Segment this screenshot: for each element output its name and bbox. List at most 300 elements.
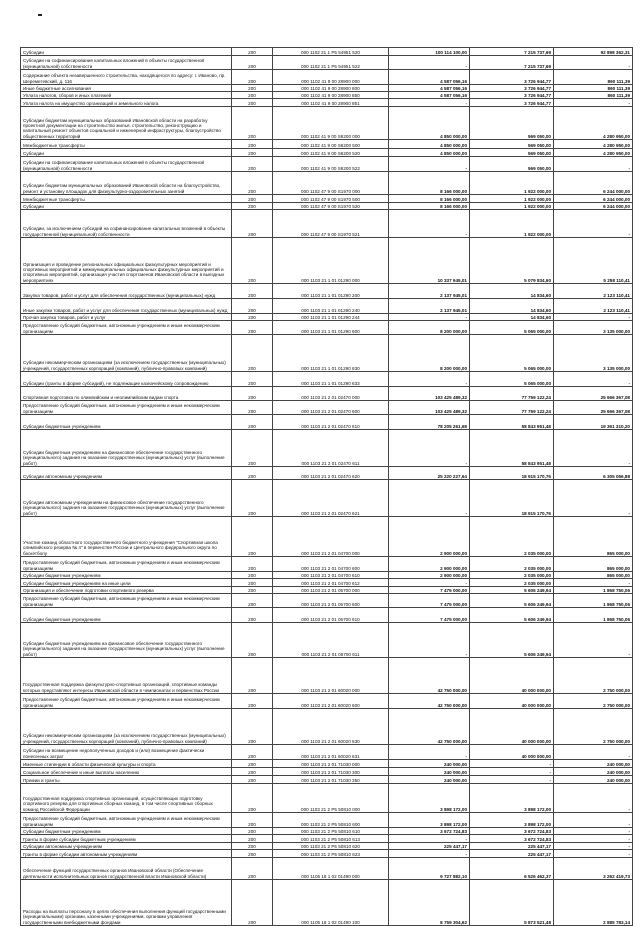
row-approved: 4 587 056,16: [389, 85, 470, 92]
row-code: 200: [232, 694, 273, 709]
row-name: Субсидии бюджетным учреждениям: [21, 828, 232, 835]
row-unexecuted: 240 000,00: [554, 776, 633, 784]
row-code: 200: [232, 99, 273, 107]
row-unexecuted: 2 750 000,00: [554, 658, 633, 694]
row-kbk: 000 1105 18 1 02 01490 100: [273, 880, 389, 926]
row-name: Субсидии автономным учреждениям на финансовое обеспечение государственного (муниципального) задания на оказание государственных (муниципальных) услуг (выполнение работ): [21, 480, 232, 517]
row-code: 200: [232, 372, 273, 387]
row-approved: 7 475 000,00: [389, 587, 470, 594]
row-unexecuted: 6 244 000,00: [554, 195, 633, 203]
row-approved: 3 898 172,00: [389, 813, 470, 828]
table-row: [21, 587, 633, 594]
table-row: [21, 140, 633, 149]
row-approved: 42 750 000,00: [389, 658, 470, 694]
row-kbk: 000 1102 41 9 00 S6200 500: [273, 140, 389, 149]
row-executed: 58 843 951,48: [470, 430, 554, 467]
row-kbk: 000 1103 21 2 P5 50810 623: [273, 850, 389, 858]
row-unexecuted: 1 868 750,06: [554, 608, 633, 623]
row-approved: 3 898 172,00: [389, 784, 470, 813]
row-name: Организация и проведение региональных официальных физкультурных мероприятий и спортивных мероприятий и межмуниципальных официальных физкультурных мероприятий и спортивных мероприятий, организация участия спортсменов Ивановской области в выездных мероприятиях: [21, 238, 232, 284]
row-name: Гранты в форме субсидии автономным учреждениям: [21, 850, 232, 858]
row-approved: 4 587 056,16: [389, 92, 470, 99]
row-code: 200: [232, 85, 273, 92]
row-unexecuted: 25 666 367,08: [554, 387, 633, 401]
row-code: 200: [232, 415, 273, 430]
row-code: 200: [232, 658, 273, 694]
row-kbk: 000 1103 21 1 01 01290 630: [273, 335, 389, 372]
table-row: [21, 107, 633, 140]
row-approved: 9 727 882,10: [389, 858, 470, 880]
row-code: 200: [232, 387, 273, 401]
row-code: 200: [232, 572, 273, 579]
table-row: [21, 850, 633, 858]
row-executed: 569 050,00: [470, 157, 554, 172]
table-row: [21, 880, 633, 926]
row-kbk: 000 1103 21 2 01 04700 000: [273, 517, 389, 557]
row-name: Субсидии на возмещение недополученных доходов и (или) возмещение фактически понесенных затрат: [21, 745, 232, 760]
row-name: Государственная поддержка физкультурно-спортивных организаций, спортивные команды которых представляют интересы Ивановской области в чемпионатах и первенствах России: [21, 658, 232, 694]
table-row: [21, 572, 633, 579]
row-kbk: 000 1102 21 1 P5 54951 522: [273, 56, 389, 70]
row-kbk: 000 1103 21 2 P5 50810 613: [273, 835, 389, 843]
row-unexecuted: -: [554, 784, 633, 813]
table-row: [21, 828, 633, 835]
row-kbk: 000 1102 41 9 00 28900 850: [273, 92, 389, 99]
row-kbk: 000 1103 21 2 P5 50810 620: [273, 843, 389, 850]
row-unexecuted: 92 898 362,31: [554, 48, 633, 56]
row-kbk: 000 1103 21 1 01 01290 600: [273, 321, 389, 335]
row-kbk: 000 1103 21 2 01 05700 611: [273, 623, 389, 658]
row-executed: 569 050,00: [470, 149, 554, 157]
row-unexecuted: -: [554, 480, 633, 517]
row-approved: 8 166 000,00: [389, 195, 470, 203]
row-unexecuted: -: [554, 157, 633, 172]
row-kbk: 000 1103 21 1 01 01290 240: [273, 299, 389, 314]
row-kbk: 000 1102 41 9 00 S6200 522: [273, 157, 389, 172]
row-name: Предоставление субсидий бюджетным, автономным учреждениям и иным некоммерческим организациям: [21, 594, 232, 608]
row-approved: 4 850 000,00: [389, 149, 470, 157]
row-code: 200: [232, 467, 273, 480]
row-unexecuted: 6 305 056,88: [554, 467, 633, 480]
row-code: 200: [232, 172, 273, 195]
row-name: Межбюджетные трансферты: [21, 140, 232, 149]
table-row: [21, 210, 633, 238]
row-code: 200: [232, 587, 273, 594]
table-row: [21, 56, 633, 70]
row-kbk: 000 1103 21 1 01 01290 200: [273, 284, 389, 299]
row-kbk: 000 1103 21 2 01 05700 000: [273, 587, 389, 594]
row-code: 200: [232, 835, 273, 843]
row-unexecuted: -: [554, 56, 633, 70]
row-code: 200: [232, 768, 273, 776]
row-name: Межбюджетные трансферты: [21, 195, 232, 203]
row-unexecuted: -: [554, 430, 633, 467]
row-approved: 8 166 000,00: [389, 172, 470, 195]
row-approved: -: [389, 314, 470, 321]
row-approved: 4 587 056,16: [389, 70, 470, 85]
row-executed: 2 035 000,00: [470, 557, 554, 572]
row-approved: 8 759 304,62: [389, 880, 470, 926]
table-row: [21, 745, 633, 760]
row-approved: 42 750 000,00: [389, 694, 470, 709]
row-code: 200: [232, 850, 273, 858]
row-unexecuted: -: [554, 579, 633, 587]
row-code: 200: [232, 813, 273, 828]
row-code: 200: [232, 203, 273, 210]
row-executed: 225 447,17: [470, 843, 554, 850]
row-approved: -: [389, 430, 470, 467]
row-kbk: 000 1102 21 1 P5 54951 520: [273, 48, 389, 56]
row-executed: -: [470, 776, 554, 784]
row-executed: 3 726 944,77: [470, 92, 554, 99]
row-unexecuted: 865 000,00: [554, 557, 633, 572]
row-name: Субсидии на софинансирование капитальных вложений в объекты государственной (муниципальной) собственности: [21, 157, 232, 172]
row-unexecuted: 6 244 000,00: [554, 172, 633, 195]
table-row: [21, 843, 633, 850]
row-unexecuted: 865 000,00: [554, 517, 633, 557]
row-executed: 5 065 000,00: [470, 372, 554, 387]
row-approved: -: [389, 210, 470, 238]
row-approved: -: [389, 56, 470, 70]
row-executed: 77 759 122,24: [470, 387, 554, 401]
row-executed: 1 922 000,00: [470, 195, 554, 203]
row-kbk: 000 1103 21 2 01 60020 600: [273, 694, 389, 709]
table-row: [21, 401, 633, 415]
row-kbk: 000 1103 21 2 01 02470 600: [273, 401, 389, 415]
row-executed: 225 447,17: [470, 850, 554, 858]
table-row: [21, 335, 633, 372]
row-approved: 240 000,00: [389, 776, 470, 784]
table-row: [21, 557, 633, 572]
row-approved: 7 475 000,00: [389, 594, 470, 608]
row-code: 200: [232, 623, 273, 658]
table-row: [21, 784, 633, 813]
row-unexecuted: -: [554, 850, 633, 858]
row-executed: -: [470, 760, 554, 768]
row-approved: 2 900 000,00: [389, 517, 470, 557]
row-approved: 8 166 000,00: [389, 203, 470, 210]
row-approved: 103 425 489,32: [389, 387, 470, 401]
table-row: [21, 387, 633, 401]
table-row: [21, 776, 633, 784]
table-row: [21, 99, 633, 107]
row-code: 200: [232, 284, 273, 299]
row-unexecuted: -: [554, 372, 633, 387]
row-approved: 225 447,17: [389, 843, 470, 850]
row-executed: 7 215 737,69: [470, 48, 554, 56]
table-row: [21, 709, 633, 745]
table-row: [21, 203, 633, 210]
row-approved: 2 137 945,01: [389, 299, 470, 314]
row-approved: -: [389, 372, 470, 387]
row-name: Иные бюджетные ассигнования: [21, 85, 232, 92]
row-executed: 2 035 000,00: [470, 579, 554, 587]
row-approved: -: [389, 745, 470, 760]
row-unexecuted: 240 000,00: [554, 768, 633, 776]
row-name: Иные закупки товаров, работ и услуг для обеспечения государственных (муниципальных) нужд: [21, 299, 232, 314]
row-name: Премии и гранты: [21, 776, 232, 784]
row-code: 200: [232, 157, 273, 172]
row-approved: 10 337 945,01: [389, 238, 470, 284]
row-approved: 8 200 000,00: [389, 335, 470, 372]
row-executed: 5 065 000,00: [470, 335, 554, 372]
row-name: Обеспечение функций государственных органов Ивановской области (Обеспечение деятельности исполнительных органов государственной власти Ивановской области): [21, 858, 232, 880]
row-unexecuted: 2 123 110,41: [554, 284, 633, 299]
row-name: Спортивная подготовка по олимпийским и неолимпийским видам спорта: [21, 387, 232, 401]
table-row: [21, 694, 633, 709]
row-name: Предоставление субсидий бюджетным, автономным учреждениям и иным некоммерческим организациям: [21, 813, 232, 828]
scan-mark: [38, 14, 42, 16]
row-kbk: 000 1105 18 1 02 01490 000: [273, 858, 389, 880]
row-kbk: 000 1103 21 2 01 02470 621: [273, 480, 389, 517]
row-code: 200: [232, 858, 273, 880]
row-code: 200: [232, 480, 273, 517]
row-approved: -: [389, 579, 470, 587]
table-row: [21, 70, 633, 85]
table-row: [21, 430, 633, 467]
row-unexecuted: 1 868 750,06: [554, 587, 633, 594]
row-executed: 1 922 000,00: [470, 203, 554, 210]
row-name: Субсидии некоммерческим организациям (за исключением государственных (муниципальных) учреждений, государственных корпораций (компаний), публично-правовых компаний): [21, 335, 232, 372]
row-approved: 100 114 100,00: [389, 48, 470, 56]
row-name: Субсидии (гранты в форме субсидий), не подлежащие казначейскому сопровождению: [21, 372, 232, 387]
table-row: [21, 623, 633, 658]
row-code: 200: [232, 70, 273, 85]
row-unexecuted: 240 000,00: [554, 760, 633, 768]
row-kbk: 000 1103 21 2 P5 50810 610: [273, 828, 389, 835]
row-kbk: 000 1103 21 2 01 71030 000: [273, 760, 389, 768]
row-unexecuted: 4 280 950,00: [554, 107, 633, 140]
row-executed: 3 672 724,83: [470, 828, 554, 835]
row-approved: 42 750 000,00: [389, 709, 470, 745]
table-row: [21, 85, 633, 92]
table-row: [21, 299, 633, 314]
row-name: Субсидии бюджетным учреждениям: [21, 415, 232, 430]
row-code: 200: [232, 594, 273, 608]
row-code: 200: [232, 843, 273, 850]
row-name: Организация и обеспечение подготовки спортивного резерва: [21, 587, 232, 594]
row-unexecuted: 860 111,39: [554, 85, 633, 92]
row-unexecuted: 860 111,39: [554, 92, 633, 99]
row-unexecuted: 3 135 000,00: [554, 335, 633, 372]
row-name: Прочая закупка товаров, работ и услуг: [21, 314, 232, 321]
table-row: [21, 858, 633, 880]
row-kbk: 000 1103 21 2 01 60020 631: [273, 745, 389, 760]
row-code: 200: [232, 745, 273, 760]
row-kbk: 000 1103 21 2 01 02470 610: [273, 415, 389, 430]
row-approved: -: [389, 99, 470, 107]
row-name: Субсидии: [21, 48, 232, 56]
row-code: 200: [232, 776, 273, 784]
row-unexecuted: 2 885 783,14: [554, 880, 633, 926]
row-kbk: 000 1103 21 2 01 71030 350: [273, 776, 389, 784]
row-name: Субсидии некоммерческим организациям (за исключением государственных (муниципальных) учреждений, государственных корпораций (компаний), публично-правовых компаний): [21, 709, 232, 745]
row-name: Социальное обеспечение и иные выплаты населению: [21, 768, 232, 776]
row-unexecuted: -: [554, 828, 633, 835]
row-executed: 1 922 000,00: [470, 172, 554, 195]
row-code: 200: [232, 760, 273, 768]
row-name: Содержание объекта незавершенного строительства, находящегося по адресу: г. Иваново, пр. Шереметевский, д. 116: [21, 70, 232, 85]
row-approved: 2 900 000,00: [389, 557, 470, 572]
row-approved: 103 425 489,32: [389, 401, 470, 415]
row-name: Именные стипендии в области физической культуры и спорта: [21, 760, 232, 768]
row-approved: 3 672 724,83: [389, 828, 470, 835]
row-kbk: 000 1103 21 2 01 02470 620: [273, 467, 389, 480]
row-name: Предоставление субсидий бюджетным, автономным учреждениям и иным некоммерческим организациям: [21, 694, 232, 709]
row-unexecuted: 860 111,39: [554, 70, 633, 85]
row-unexecuted: 6 244 000,00: [554, 203, 633, 210]
row-approved: 8 200 000,00: [389, 321, 470, 335]
table-row: [21, 195, 633, 203]
row-executed: -: [470, 768, 554, 776]
row-unexecuted: 2 750 000,00: [554, 694, 633, 709]
row-executed: 5 873 521,48: [470, 880, 554, 926]
row-executed: 3 898 172,00: [470, 813, 554, 828]
row-code: 200: [232, 608, 273, 623]
row-unexecuted: 2 123 110,41: [554, 299, 633, 314]
row-executed: 40 000 000,00: [470, 658, 554, 694]
row-executed: 569 050,00: [470, 140, 554, 149]
row-unexecuted: -: [554, 314, 633, 321]
row-kbk: 000 1102 41 9 00 28900 851: [273, 99, 389, 107]
row-kbk: 000 1102 41 9 00 28900 800: [273, 85, 389, 92]
table-body: [21, 48, 633, 926]
row-executed: 3 726 944,77: [470, 99, 554, 107]
table-row: [21, 467, 633, 480]
row-executed: 18 915 170,76: [470, 480, 554, 517]
table-row: [21, 314, 633, 321]
table-row: [21, 480, 633, 517]
row-executed: 5 606 249,94: [470, 608, 554, 623]
table-row: [21, 48, 633, 56]
row-approved: 7 475 000,00: [389, 608, 470, 623]
row-name: Государственная поддержка спортивных организаций, осуществляющих подготовку спортивного резерва для спортивных сборных команд, в том числе спортивных сборных команд Российской Федерации: [21, 784, 232, 813]
row-kbk: 000 1103 21 1 01 01290 244: [273, 314, 389, 321]
row-executed: 58 843 951,48: [470, 415, 554, 430]
row-approved: -: [389, 623, 470, 658]
row-name: Предоставление субсидий бюджетным, автономным учреждениям и иным некоммерческим организациям: [21, 321, 232, 335]
row-approved: 4 850 000,00: [389, 140, 470, 149]
row-name: Субсидии бюджетным учреждениям на финансовое обеспечение государственного (муниципального) задания на оказание государственных (муниципальных) услуг (выполнение работ): [21, 430, 232, 467]
row-executed: 5 079 834,60: [470, 238, 554, 284]
row-code: 200: [232, 107, 273, 140]
row-kbk: 000 1103 21 1 01 01290 633: [273, 372, 389, 387]
row-executed: 14 834,60: [470, 284, 554, 299]
row-name: Субсидии бюджетным учреждениям на иные цели: [21, 579, 232, 587]
row-name: Закупка товаров, работ и услуг для обеспечения государственных (муниципальных) нужд: [21, 284, 232, 299]
row-code: 200: [232, 579, 273, 587]
row-code: 200: [232, 321, 273, 335]
row-approved: 78 205 261,68: [389, 415, 470, 430]
table-row: [21, 149, 633, 157]
row-name: Субсидии, за исключением субсидий на софинансирование капитальных вложений в объекты государственной (муниципальной) собственности: [21, 210, 232, 238]
table-row: [21, 157, 633, 172]
row-kbk: 000 1103 21 2 01 71030 300: [273, 768, 389, 776]
row-approved: 2 137 945,01: [389, 284, 470, 299]
row-name: Предоставление субсидий бюджетным, автономным учреждениям и иным некоммерческим организациям: [21, 557, 232, 572]
row-kbk: 000 1103 21 2 01 02470 611: [273, 430, 389, 467]
row-name: Субсидии бюджетам муниципальных образований Ивановской области на благоустройство, ремонт и установку площадок для физкультурно-оздоровительных занятий: [21, 172, 232, 195]
row-name: Участие команд областного государственного бюджетного учреждения "Спортивная школа олимпийского резерва № 4" в первенстве России и Центрального федерального округа по баскетболу: [21, 517, 232, 557]
row-unexecuted: -: [554, 745, 633, 760]
row-code: 200: [232, 430, 273, 467]
row-code: 200: [232, 195, 273, 203]
row-kbk: 000 1103 21 2 P5 50810 600: [273, 813, 389, 828]
row-executed: 7 215 737,69: [470, 56, 554, 70]
row-kbk: 000 1103 21 2 01 02470 000: [273, 387, 389, 401]
row-name: Субсидии на софинансирование капитальных вложений в объекты государственной (муниципальной) собственности: [21, 56, 232, 70]
table-row: [21, 517, 633, 557]
row-name: Субсидии автономным учреждениям: [21, 467, 232, 480]
table-row: [21, 579, 633, 587]
row-unexecuted: 5 258 110,41: [554, 238, 633, 284]
row-executed: 40 000 000,00: [470, 694, 554, 709]
table-row: [21, 92, 633, 99]
table-row: [21, 172, 633, 195]
row-unexecuted: 19 361 310,20: [554, 415, 633, 430]
row-code: 200: [232, 149, 273, 157]
row-unexecuted: -: [554, 835, 633, 843]
table-row: [21, 608, 633, 623]
table-row: [21, 835, 633, 843]
row-kbk: 000 1103 21 2 01 60020 630: [273, 709, 389, 745]
table-row: [21, 415, 633, 430]
row-executed: 2 035 000,00: [470, 572, 554, 579]
row-kbk: 000 1103 21 2 01 04700 600: [273, 557, 389, 572]
row-kbk: 000 1103 21 2 01 05700 610: [273, 608, 389, 623]
table-row: [21, 760, 633, 768]
row-code: 200: [232, 335, 273, 372]
row-kbk: 000 1102 41 9 00 S6200 000: [273, 107, 389, 140]
row-executed: 1 922 000,00: [470, 210, 554, 238]
row-name: Предоставление субсидий бюджетным, автономным учреждениям и иным некоммерческим организациям: [21, 401, 232, 415]
row-code: 200: [232, 210, 273, 238]
row-unexecuted: -: [554, 813, 633, 828]
row-executed: 14 834,60: [470, 314, 554, 321]
row-kbk: 000 1103 21 2 01 04700 612: [273, 579, 389, 587]
table-row: [21, 813, 633, 828]
table-row: [21, 238, 633, 284]
row-unexecuted: 4 280 950,00: [554, 140, 633, 149]
row-executed: 14 834,60: [470, 299, 554, 314]
row-kbk: 000 1102 47 9 00 S1970 500: [273, 195, 389, 203]
row-approved: -: [389, 157, 470, 172]
row-executed: 77 759 122,24: [470, 401, 554, 415]
row-kbk: 000 1103 21 2 01 60020 000: [273, 658, 389, 694]
row-approved: 2 900 000,00: [389, 572, 470, 579]
row-code: 200: [232, 784, 273, 813]
row-kbk: 000 1103 21 1 01 01290 000: [273, 238, 389, 284]
row-code: 200: [232, 92, 273, 99]
row-name: Уплата налогов, сборов и иных платежей: [21, 92, 232, 99]
row-name: Субсидии бюджетным учреждениям: [21, 608, 232, 623]
row-code: 200: [232, 140, 273, 149]
row-unexecuted: -: [554, 843, 633, 850]
table-row: [21, 372, 633, 387]
row-name: Субсидии бюджетным учреждениям: [21, 572, 232, 579]
row-kbk: 000 1102 47 9 00 S1970 521: [273, 210, 389, 238]
row-unexecuted: -: [554, 623, 633, 658]
row-executed: 3 726 944,77: [470, 70, 554, 85]
row-kbk: 000 1102 41 9 00 S6200 520: [273, 149, 389, 157]
row-name: Гранты в форме субсидии бюджетным учреждениям: [21, 835, 232, 843]
row-code: 200: [232, 709, 273, 745]
row-kbk: 000 1103 21 2 P5 50810 000: [273, 784, 389, 813]
row-code: 200: [232, 401, 273, 415]
row-unexecuted: 4 280 950,00: [554, 149, 633, 157]
row-executed: 5 606 249,94: [470, 594, 554, 608]
row-name: Субсидии бюджетам муниципальных образований Ивановской области на разработку проектной документации на строительство жилья, строительство, реконструкцию и капитальный ремонт объектов социальной и инженерной инфраструктуры, благоустройство общественных территорий: [21, 107, 232, 140]
